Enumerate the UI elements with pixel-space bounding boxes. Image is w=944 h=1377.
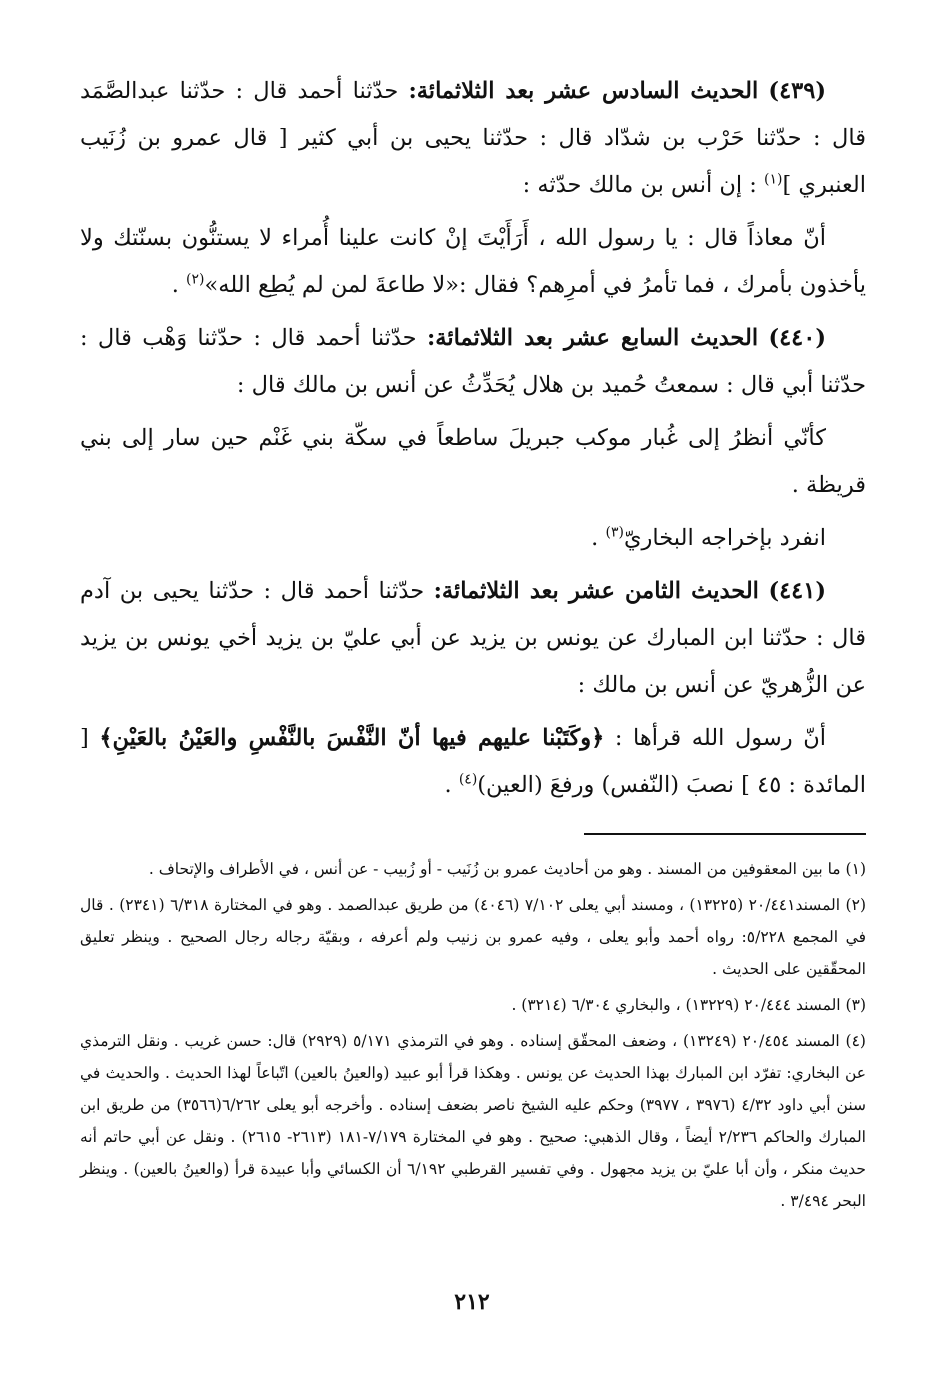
footnote-label: (٢) [845, 896, 866, 914]
main-text [80, 68, 866, 809]
matn-intro: أنّ رسول الله قرأها : [614, 725, 827, 751]
footnote-text: المسند٢٠/٤٤١ (١٣٢٢٥) ، ومسند أبي يعلى ٧/١٠٢ (٤٠٤٦) من طريق عبدالصمد . وهو في المختارة ٦/٣١٨ (٢٣٤١) . قال في المجمع ٥/٢٢٨: رواه أحمد وأبو يعلى ، وفيه عمرو بن زنيب ولم أعرفه ، وبقيّة رجاله رجال الصحيح . وينظر تعليق المحقّقين على الحديث . [80, 896, 866, 978]
hadith-title: الحديث السابع عشر بعد الثلاثمائة: [426, 325, 759, 351]
hadith-440-matn [80, 415, 866, 509]
hadith-439-isnad [80, 68, 866, 209]
footnote-4 [80, 1025, 866, 1217]
matn-rest: [ المائدة : ٤٥ ] نصبَ (النّفس) ورفعَ (العين) [80, 725, 866, 798]
footnote-2 [80, 889, 866, 985]
footnote-ref: (٢) [186, 271, 205, 288]
footnote-3 [80, 989, 866, 1021]
note-end: . [591, 525, 599, 551]
hadith-title: الحديث الثامن عشر بعد الثلاثمائة: [433, 578, 759, 604]
isnad-tail: : إن أنس بن مالك حدّثه : [522, 172, 757, 198]
note-text: انفرد بإخراجه البخاريّ [623, 525, 826, 551]
hadith-441-matn [80, 715, 866, 809]
footnote-ref: (٣) [605, 524, 624, 541]
matn-text: كأنّي أنظرُ إلى غُبار موكب جبريلَ ساطعاً في سكّة بني غَنْم حين سار إلى بني قريظة . [80, 425, 866, 498]
hadith-title: الحديث السادس عشر بعد الثلاثمائة: [408, 78, 759, 104]
footnotes [80, 853, 866, 1217]
page-content [80, 68, 866, 1221]
isnad-text: حدّثنا أحمد قال : حدّثنا يحيى بن آدم قال : حدّثنا ابن المبارك عن يونس بن يزيد عن أبي عليّ بن يزيد أخي يونس بن يزيد عن الزُّهريّ عن أنس بن مالك : [80, 578, 866, 698]
footnote-text: المسند ٢٠/٤٤٤ (١٣٢٢٩) ، والبخاري ٦/٣٠٤ (٣٢١٤) . [511, 996, 841, 1014]
hadith-number: (٤٣٩) [768, 78, 826, 104]
footnote-divider [584, 833, 866, 835]
matn-end: . [171, 272, 179, 298]
page-number: ٢١٢ [454, 1289, 490, 1315]
hadith-441-isnad [80, 568, 866, 709]
footnote-label: (١) [845, 860, 866, 878]
isnad-text: حدّثنا أحمد قال : حدّثنا وَهْب قال : حدّثنا أبي قال : سمعتُ حُميد بن هلال يُحَدِّثُ عن أنس بن مالك قال : [80, 325, 866, 398]
footnote-text: المسند ٢٠/٤٥٤ (١٣٢٤٩) ، وضعف المحقّق إسناده . وهو في الترمذي ٥/١٧١ (٢٩٢٩) قال: حسن غريب . ونقل الترمذي عن البخاري: تفرّد ابن المبارك بهذا الحديث عن يونس . وهكذا قرأ أبو عبيد (والعينُ بالعين) اتّباعاً لهذا الحديث . والحديث في سنن أبي داود ٤/٣٢ (٣٩٧٦ ، ٣٩٧٧) وحكم عليه الشيخ ناصر بضعف إسناده . وأخرجه أبو يعلى ٦/٢٦٢(٣٥٦٦) من طريق ابن المبارك والحاكم ٢/٢٣٦ أيضاً ، وقال الذهبي: صحيح . وهو في المختارة ٧/١٧٩-١٨١ (٢٦١٣- ٢٦١٥) . ونقل عن أبي حاتم أنه حديث منكر ، وأن أبا عليّ بن يزيد مجهول . وفي تفسير القرطبي ٦/١٩٢ أن الكسائي وأبا عبيدة قرأ (والعينُ بالعين) . وينظر البحر ٣/٤٩٤ . [80, 1032, 867, 1210]
footnote-label: (٣) [845, 996, 866, 1014]
hadith-439-matn [80, 215, 866, 309]
footnote-1 [80, 853, 866, 885]
matn-text: أنّ معاذاً قال : يا رسول الله ، أَرَأَيْتَ إنْ كانت علينا أُمراء لا يستنُّون بسنّتك ولا يأخذون بأمرك ، فما تأمرُ في أمرِهم؟ فقال :«لا طاعةَ لمن لم يُطِع الله» [80, 225, 866, 298]
footnote-text: ما بين المعقوفين من المسند . وهو من أحاديث عمرو بن زُنَيب - أو زُبيب - عن أنس ، في الأطراف والإتحاف . [148, 860, 841, 878]
footnote-ref: (٤) [458, 771, 478, 788]
hadith-number: (٤٤٠) [768, 325, 827, 351]
footnote-ref: (١) [764, 171, 783, 188]
hadith-440-isnad [80, 315, 866, 409]
hadith-number: (٤٤١) [768, 578, 827, 604]
quran-verse: ﴿وكَتَبْنا عليهم فيها أنّ النَّفْسَ بالنَّفْسِ والعَيْنُ بالعَيْنِ﴾ [99, 725, 605, 751]
matn-end: . [444, 772, 452, 798]
isnad-text: حدّثنا أحمد قال : حدّثنا عبدالصَّمَد قال : حدّثنا حَرْب بن شدّاد قال : حدّثنا يحيى بن أبي كثير [ قال عمرو بن زُنَيب العنبري ] [80, 78, 866, 198]
hadith-440-note [80, 515, 866, 562]
footnote-label: (٤) [845, 1032, 866, 1050]
